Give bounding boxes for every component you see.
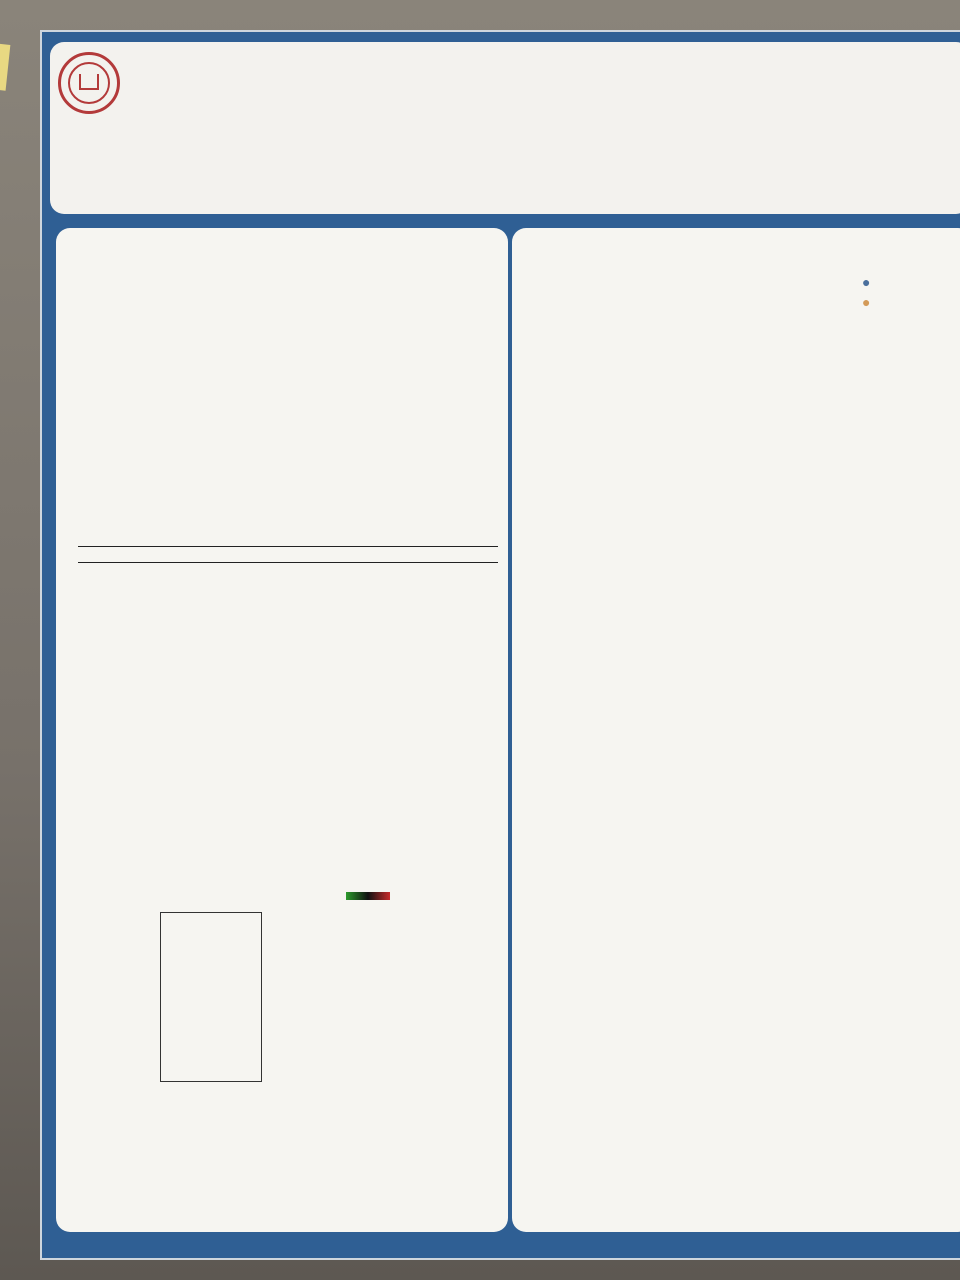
legend (862, 276, 877, 312)
col-pvalue (398, 547, 498, 563)
lean-dot-icon: ● (862, 296, 871, 311)
heatmap-color-key (346, 892, 390, 900)
col-fold (270, 547, 398, 563)
figure3-chart (526, 318, 960, 458)
table1-anova (78, 546, 498, 563)
fat-dot-icon: ● (862, 276, 871, 291)
col-genus (166, 547, 270, 563)
legend-item-fat (862, 276, 877, 292)
heatmap-row-labels (264, 912, 436, 1080)
col-phylum (78, 547, 166, 563)
poster (40, 30, 960, 1260)
left-column (56, 228, 508, 1232)
university-logo (58, 52, 120, 114)
poster-header (50, 42, 960, 214)
heatmap-figure2 (160, 912, 262, 1082)
legend-item-lean (862, 296, 877, 312)
right-column (512, 228, 960, 1232)
